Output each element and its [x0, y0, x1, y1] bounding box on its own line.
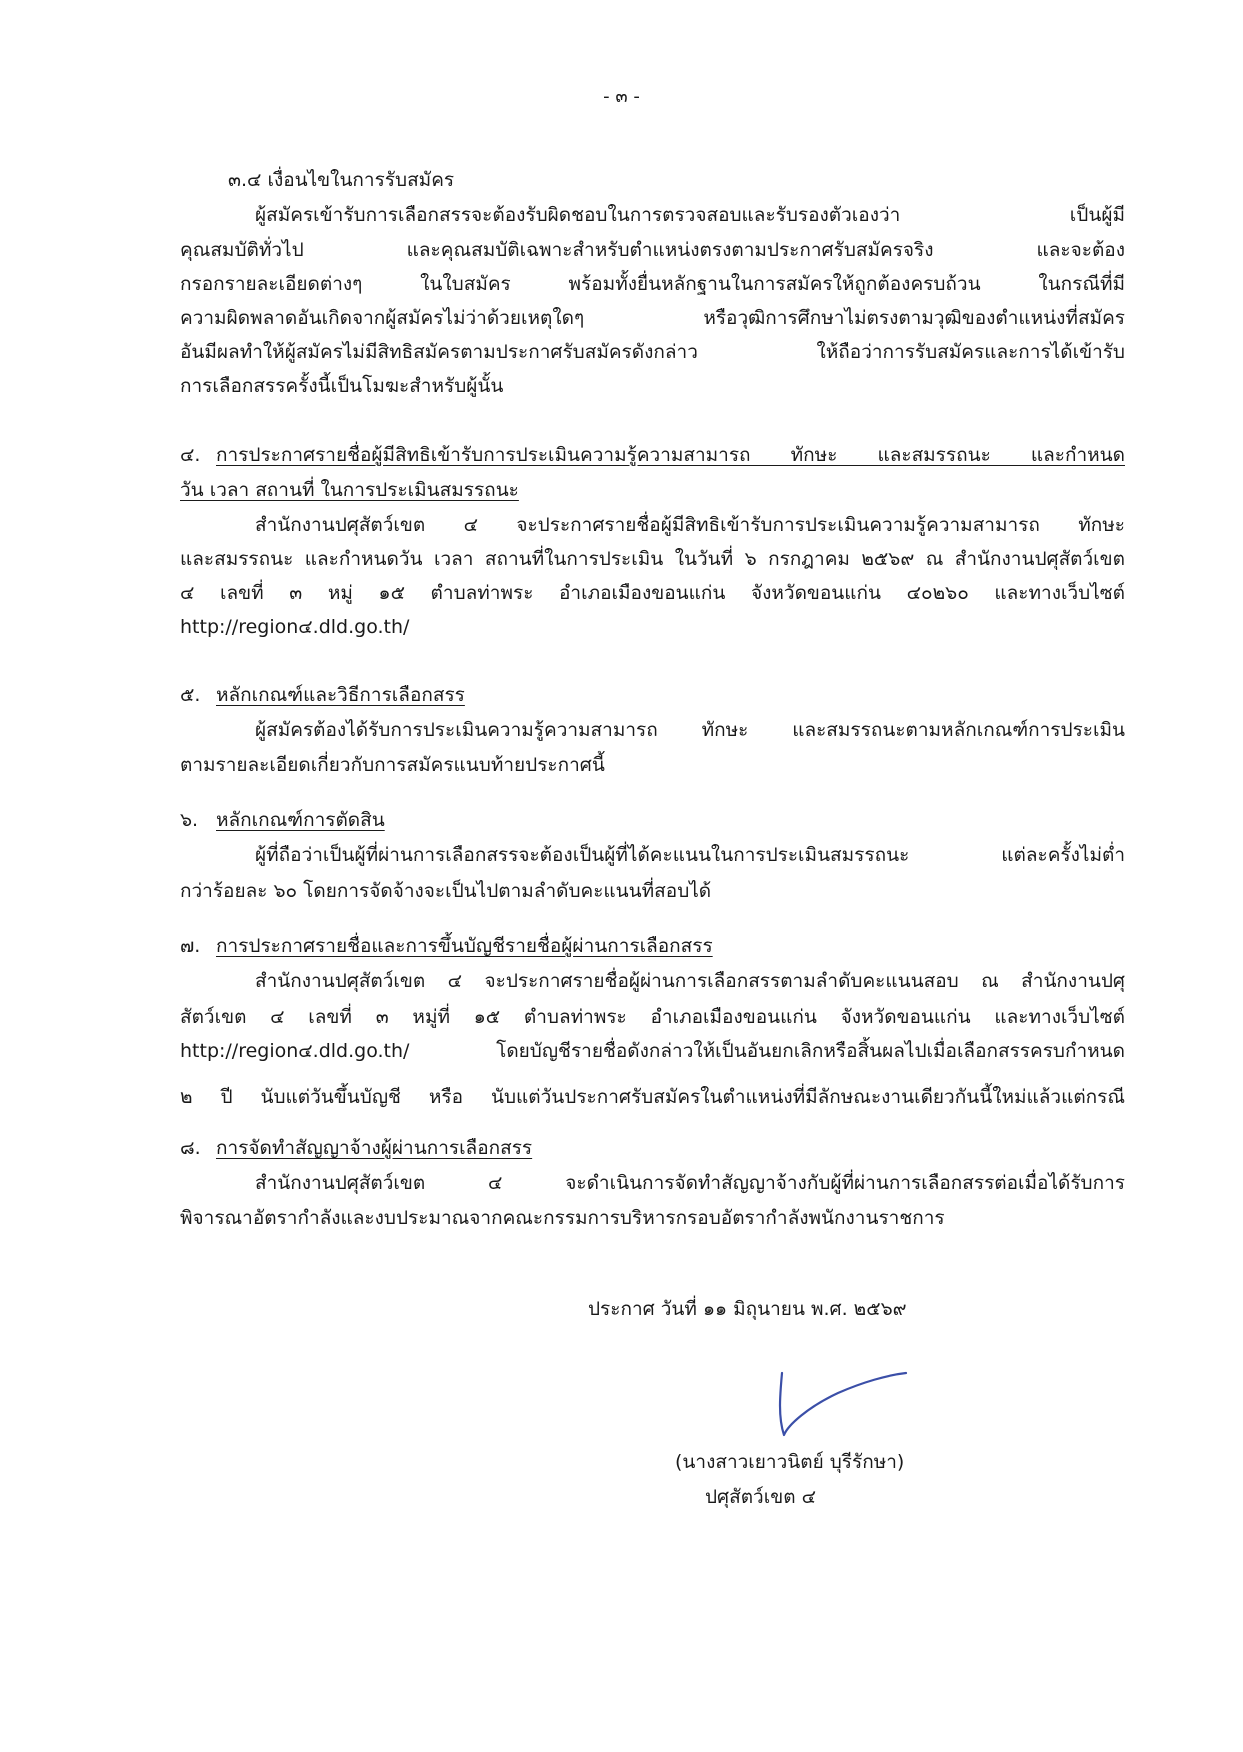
- signature: [768, 1355, 918, 1455]
- section-4-heading-line-2: วัน เวลา สถานที่ ในการประเมินสมรรถนะ: [180, 479, 519, 501]
- section-3-4-line-5: อันมีผลทำให้ผู้สมัครไม่มีสิทธิสมัครตามประกาศรับสมัครดังกล่าว ให้ถือว่าการรับสมัครและการได้เข้ารับ: [180, 341, 1125, 363]
- section-8-line-1: สำนักงานปศุสัตว์เขต ๔ จะดำเนินการจัดทำสัญญาจ้างกับผู้ที่ผ่านการเลือกสรรต่อเมื่อได้รับการ: [255, 1172, 1125, 1194]
- section-7-line-2: สัตว์เขต ๔ เลขที่ ๓ หมู่ที่ ๑๕ ตำบลท่าพระ อำเภอเมืองขอนแก่น จังหวัดขอนแก่น และทางเว็บไซต์: [180, 1006, 1125, 1028]
- section-7-number: ๗.: [180, 935, 201, 957]
- section-8-line-2: พิจารณาอัตรากำลังและงบประมาณจากคณะกรรมการบริหารกรอบอัตรากำลังพนักงานราชการ: [180, 1207, 945, 1229]
- section-4-line-2: และสมรรถนะ และกำหนดวัน เวลา สถานที่ในการประเมิน ในวันที่ ๖ กรกฎาคม ๒๕๖๙ ณ สำนักงานปศุสัตว์เขต: [180, 548, 1125, 570]
- section-3-4-heading: ๓.๔ เงื่อนไขในการรับสมัคร: [228, 169, 455, 191]
- section-5-heading: หลักเกณฑ์และวิธีการเลือกสรร: [216, 684, 465, 706]
- section-3-4-line-6: การเลือกสรรครั้งนี้เป็นโมฆะสำหรับผู้นั้น: [180, 375, 504, 397]
- section-4-line-1: สำนักงานปศุสัตว์เขต ๔ จะประกาศรายชื่อผู้มีสิทธิเข้ารับการประเมินความรู้ความสามารถ ทักษะ: [255, 514, 1125, 536]
- signer-name: (นางสาวเยาวนิตย์ บุรีรักษา): [675, 1451, 905, 1473]
- signer-title: ปศุสัตว์เขต ๔: [705, 1486, 816, 1508]
- section-6-line-2: กว่าร้อยละ ๖๐ โดยการจัดจ้างจะเป็นไปตามลำดับคะแนนที่สอบได้: [180, 880, 712, 902]
- section-6-heading: หลักเกณฑ์การตัดสิน: [216, 809, 385, 831]
- section-3-4-line-4: ความผิดพลาดอันเกิดจากผู้สมัครไม่ว่าด้วยเหตุใดๆ หรือวุฒิการศึกษาไม่ตรงตามวุฒิของตำแหน่งที่สมัคร: [180, 307, 1125, 329]
- section-5-number: ๕.: [180, 684, 201, 706]
- section-7-line-4: ๒ ปี นับแต่วันขึ้นบัญชี หรือ นับแต่วันประกาศรับสมัครในตำแหน่งที่มีลักษณะงานเดียวกันนี้ใหม่แล้วแต่กรณี: [180, 1086, 1125, 1108]
- section-8-heading: การจัดทำสัญญาจ้างผู้ผ่านการเลือกสรร: [216, 1137, 533, 1159]
- section-6-line-1: ผู้ที่ถือว่าเป็นผู้ที่ผ่านการเลือกสรรจะต้องเป็นผู้ที่ได้คะแนนในการประเมินสมรรถนะ แต่ละครั้งไม่ต่ำ: [255, 844, 1125, 866]
- section-3-4-line-1: ผู้สมัครเข้ารับการเลือกสรรจะต้องรับผิดชอบในการตรวจสอบและรับรองตัวเองว่า เป็นผู้มี: [255, 204, 1125, 226]
- section-4-url: http://region๔.dld.go.th/: [180, 616, 410, 638]
- announcement-date: ประกาศ วันที่ ๑๑ มิถุนายน พ.ศ. ๒๕๖๙: [588, 1298, 907, 1320]
- section-4-number: ๔.: [180, 444, 201, 466]
- section-8-number: ๘.: [180, 1137, 201, 1159]
- section-4-heading-line-1: การประกาศรายชื่อผู้มีสิทธิเข้ารับการประเมินความรู้ความสามารถ ทักษะ และสมรรถนะ และกำหนด: [216, 444, 1125, 466]
- section-7-heading: การประกาศรายชื่อและการขึ้นบัญชีรายชื่อผู้ผ่านการเลือกสรร: [216, 935, 713, 957]
- section-7-line-3: http://region๔.dld.go.th/ โดยบัญชีรายชื่อดังกล่าวให้เป็นอันยกเลิกหรือสิ้นผลไปเมื่อเลือกสรรครบกำหนด: [180, 1040, 1125, 1062]
- section-7-line-1: สำนักงานปศุสัตว์เขต ๔ จะประกาศรายชื่อผู้ผ่านการเลือกสรรตามลำดับคะแนนสอบ ณ สำนักงานปศุ: [255, 970, 1125, 992]
- section-3-4-line-2: คุณสมบัติทั่วไป และคุณสมบัติเฉพาะสำหรับตำแหน่งตรงตามประกาศรับสมัครจริง และจะต้อง: [180, 239, 1125, 261]
- section-5-line-1: ผู้สมัครต้องได้รับการประเมินความรู้ความสามารถ ทักษะ และสมรรถนะตามหลักเกณฑ์การประเมิน: [255, 719, 1125, 741]
- section-5-line-2: ตามรายละเอียดเกี่ยวกับการสมัครแนบท้ายประกาศนี้: [180, 754, 605, 776]
- section-6-number: ๖.: [180, 809, 199, 831]
- page-number: - ๓ -: [603, 86, 640, 107]
- section-4-line-3: ๔ เลขที่ ๓ หมู่ ๑๕ ตำบลท่าพระ อำเภอเมืองขอนแก่น จังหวัดขอนแก่น ๔๐๒๖๐ และทางเว็บไซต์: [180, 582, 1125, 604]
- section-3-4-line-3: กรอกรายละเอียดต่างๆ ในใบสมัคร พร้อมทั้งยื่นหลักฐานในการสมัครให้ถูกต้องครบถ้วน ในกรณีที่มี: [180, 273, 1125, 295]
